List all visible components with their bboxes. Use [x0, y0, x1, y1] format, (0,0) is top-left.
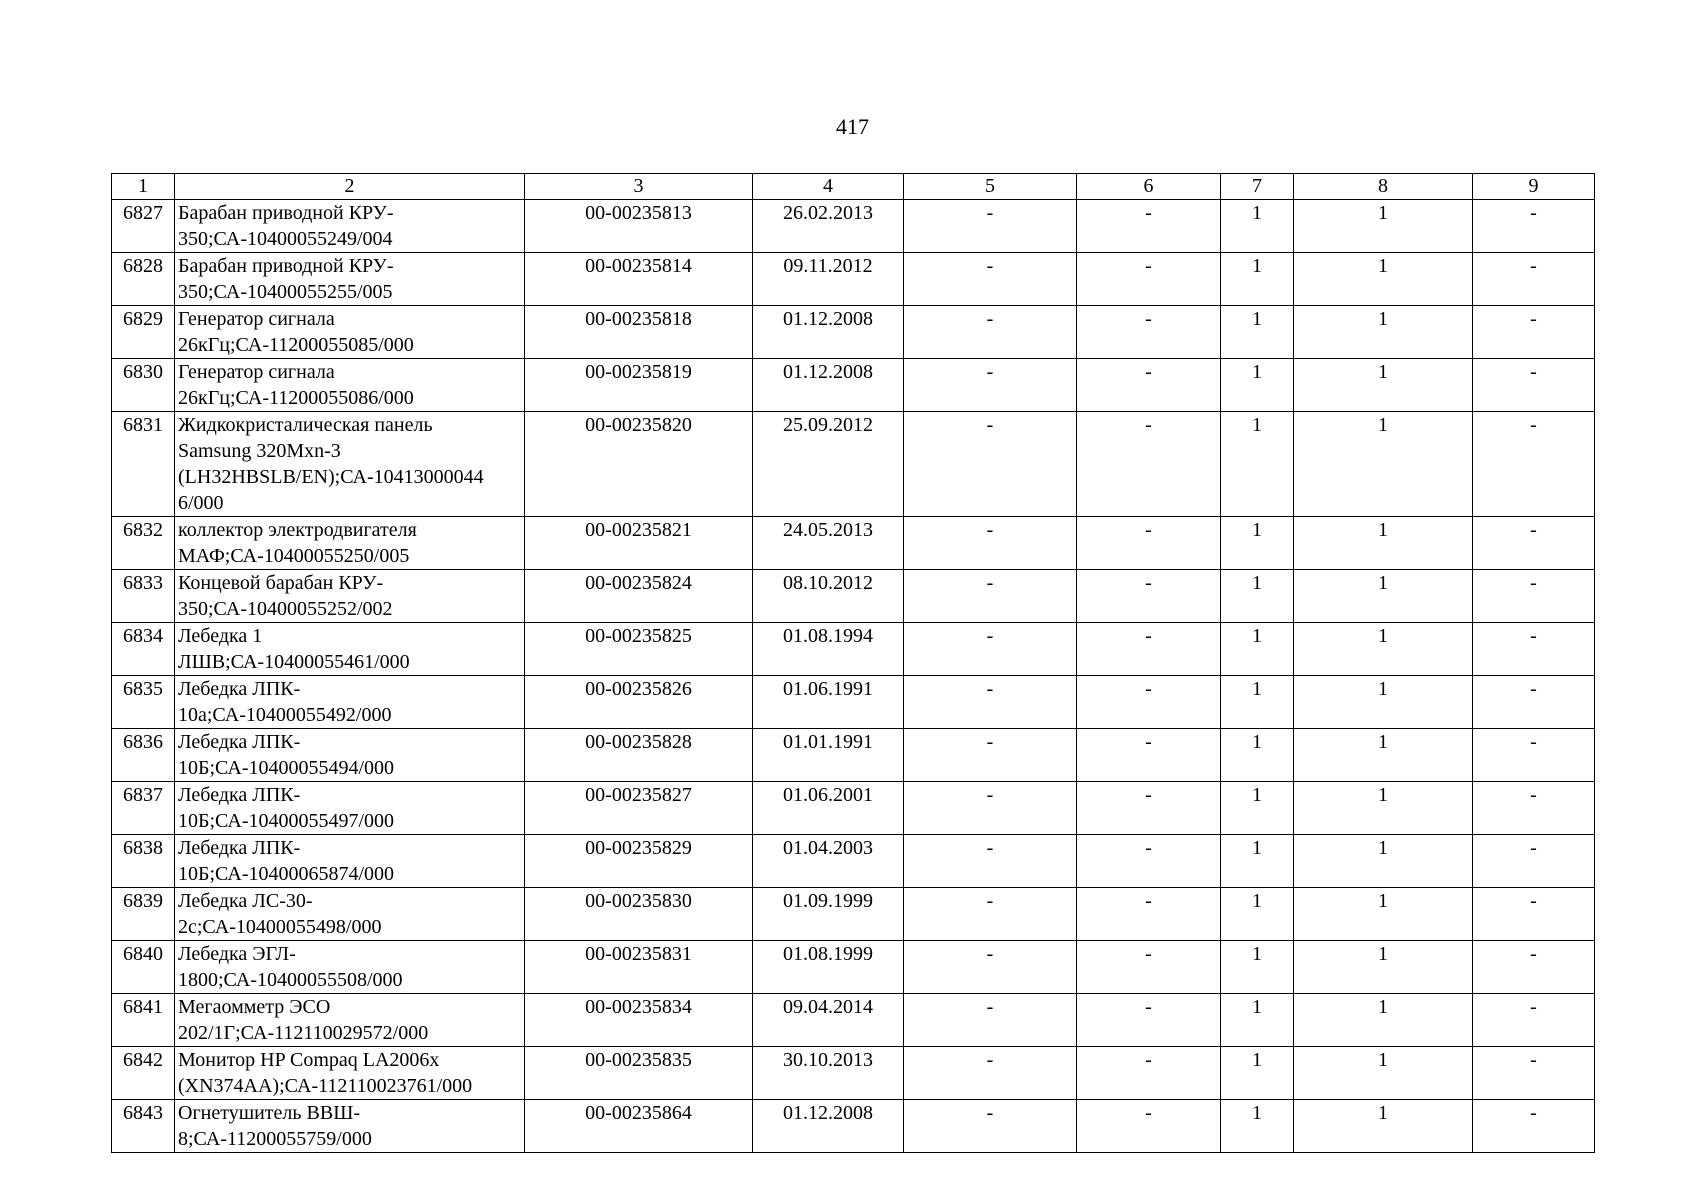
row-number: 6839 — [112, 888, 175, 941]
date-cell: 01.06.2001 — [753, 782, 904, 835]
row-number: 6837 — [112, 782, 175, 835]
col7-cell: 1 — [1221, 412, 1294, 517]
item-name-line: 350;СА-10400055249/004 — [178, 228, 393, 250]
inventory-code: 00-00235834 — [525, 994, 753, 1047]
table-row — [112, 941, 1595, 994]
col8-cell: 1 — [1294, 729, 1473, 782]
date-cell: 25.09.2012 — [753, 412, 904, 517]
table-row — [112, 359, 1595, 412]
table-row — [112, 729, 1595, 782]
col7-cell: 1 — [1221, 888, 1294, 941]
date-cell: 08.10.2012 — [753, 570, 904, 623]
header-row — [112, 174, 1595, 200]
col5-cell: - — [904, 994, 1077, 1047]
item-name — [175, 517, 525, 570]
col6-cell: - — [1077, 306, 1221, 359]
date-cell: 01.04.2003 — [753, 835, 904, 888]
item-name-line: Мегаомметр ЭСО — [178, 996, 331, 1018]
inventory-code: 00-00235826 — [525, 676, 753, 729]
col9-cell: - — [1473, 782, 1595, 835]
header-cell: 3 — [525, 174, 753, 200]
row-number: 6833 — [112, 570, 175, 623]
item-name — [175, 782, 525, 835]
col6-cell: - — [1077, 729, 1221, 782]
col6-cell: - — [1077, 359, 1221, 412]
item-name — [175, 835, 525, 888]
col7-cell: 1 — [1221, 200, 1294, 253]
item-name-line: 26кГц;СА-11200055085/000 — [178, 334, 414, 356]
date-cell: 01.08.1999 — [753, 941, 904, 994]
col6-cell: - — [1077, 941, 1221, 994]
item-name-line: Барабан приводной КРУ- — [178, 255, 394, 277]
item-name-line: Лебедка ЛПК- — [178, 837, 301, 859]
table-body — [112, 200, 1595, 1153]
col9-cell: - — [1473, 1100, 1595, 1153]
item-name-line: (LH32HBSLB/EN);СА-10413000044 — [178, 466, 484, 488]
col5-cell: - — [904, 1100, 1077, 1153]
table-row — [112, 994, 1595, 1047]
item-name-line: Барабан приводной КРУ- — [178, 202, 394, 224]
row-number: 6834 — [112, 623, 175, 676]
col6-cell: - — [1077, 782, 1221, 835]
col8-cell: 1 — [1294, 412, 1473, 517]
inventory-code: 00-00235825 — [525, 623, 753, 676]
col5-cell: - — [904, 676, 1077, 729]
inventory-code: 00-00235827 — [525, 782, 753, 835]
row-number: 6830 — [112, 359, 175, 412]
table-row — [112, 200, 1595, 253]
header-cell: 6 — [1077, 174, 1221, 200]
col7-cell: 1 — [1221, 994, 1294, 1047]
registry-table — [111, 173, 1595, 1153]
table-row — [112, 570, 1595, 623]
inventory-code: 00-00235814 — [525, 253, 753, 306]
row-number: 6836 — [112, 729, 175, 782]
col7-cell: 1 — [1221, 517, 1294, 570]
item-name-line: Лебедка ЛПК- — [178, 731, 301, 753]
item-name-line: Samsung 320Mxn-3 — [178, 440, 341, 462]
col9-cell: - — [1473, 994, 1595, 1047]
col5-cell: - — [904, 835, 1077, 888]
item-name — [175, 941, 525, 994]
item-name-line: 2с;СА-10400055498/000 — [178, 916, 382, 938]
inventory-code: 00-00235821 — [525, 517, 753, 570]
item-name-line: МАФ;СА-10400055250/005 — [178, 545, 410, 567]
col7-cell: 1 — [1221, 782, 1294, 835]
item-name-line: 8;СА-11200055759/000 — [178, 1128, 372, 1150]
col6-cell: - — [1077, 994, 1221, 1047]
table-row — [112, 517, 1595, 570]
col5-cell: - — [904, 782, 1077, 835]
inventory-code: 00-00235820 — [525, 412, 753, 517]
col6-cell: - — [1077, 517, 1221, 570]
col8-cell: 1 — [1294, 994, 1473, 1047]
item-name-line: Концевой барабан КРУ- — [178, 572, 384, 594]
table-row — [112, 888, 1595, 941]
header-cell: 4 — [753, 174, 904, 200]
col9-cell: - — [1473, 570, 1595, 623]
date-cell: 26.02.2013 — [753, 200, 904, 253]
page-number-text: 417 — [836, 114, 869, 139]
row-number: 6835 — [112, 676, 175, 729]
item-name-line: Генератор сигнала — [178, 361, 335, 383]
table-header — [112, 174, 1595, 200]
item-name-line: Лебедка ЛПК- — [178, 678, 301, 700]
item-name-line: 1800;СА-10400055508/000 — [178, 969, 403, 991]
inventory-code: 00-00235831 — [525, 941, 753, 994]
col6-cell: - — [1077, 676, 1221, 729]
col7-cell: 1 — [1221, 1047, 1294, 1100]
inventory-code: 00-00235830 — [525, 888, 753, 941]
date-cell: 30.10.2013 — [753, 1047, 904, 1100]
col8-cell: 1 — [1294, 517, 1473, 570]
item-name — [175, 676, 525, 729]
item-name — [175, 253, 525, 306]
date-cell: 24.05.2013 — [753, 517, 904, 570]
col6-cell: - — [1077, 835, 1221, 888]
date-cell: 01.01.1991 — [753, 729, 904, 782]
col8-cell: 1 — [1294, 1100, 1473, 1153]
col7-cell: 1 — [1221, 359, 1294, 412]
col9-cell: - — [1473, 253, 1595, 306]
inventory-code: 00-00235828 — [525, 729, 753, 782]
col9-cell: - — [1473, 623, 1595, 676]
table-row — [112, 835, 1595, 888]
col8-cell: 1 — [1294, 253, 1473, 306]
col5-cell: - — [904, 941, 1077, 994]
col5-cell: - — [904, 623, 1077, 676]
col9-cell: - — [1473, 359, 1595, 412]
row-number: 6832 — [112, 517, 175, 570]
item-name — [175, 623, 525, 676]
table-row — [112, 253, 1595, 306]
date-cell: 01.08.1994 — [753, 623, 904, 676]
row-number: 6828 — [112, 253, 175, 306]
col7-cell: 1 — [1221, 941, 1294, 994]
table-row — [112, 1047, 1595, 1100]
inventory-code: 00-00235864 — [525, 1100, 753, 1153]
col6-cell: - — [1077, 412, 1221, 517]
item-name — [175, 412, 525, 517]
col6-cell: - — [1077, 623, 1221, 676]
item-name — [175, 200, 525, 253]
col9-cell: - — [1473, 200, 1595, 253]
row-number: 6829 — [112, 306, 175, 359]
date-cell: 01.06.1991 — [753, 676, 904, 729]
header-cell: 2 — [175, 174, 525, 200]
col8-cell: 1 — [1294, 200, 1473, 253]
col7-cell: 1 — [1221, 676, 1294, 729]
col9-cell: - — [1473, 412, 1595, 517]
item-name — [175, 359, 525, 412]
date-cell: 01.09.1999 — [753, 888, 904, 941]
col8-cell: 1 — [1294, 676, 1473, 729]
col5-cell: - — [904, 253, 1077, 306]
col5-cell: - — [904, 517, 1077, 570]
item-name-line: 10Б;СА-10400055494/000 — [178, 757, 395, 779]
row-number: 6840 — [112, 941, 175, 994]
col8-cell: 1 — [1294, 1047, 1473, 1100]
table-row — [112, 1100, 1595, 1153]
inventory-code: 00-00235813 — [525, 200, 753, 253]
row-number: 6827 — [112, 200, 175, 253]
col7-cell: 1 — [1221, 1100, 1294, 1153]
col6-cell: - — [1077, 888, 1221, 941]
item-name-line: Лебедка ЛС-30- — [178, 890, 313, 912]
date-cell: 09.04.2014 — [753, 994, 904, 1047]
item-name — [175, 729, 525, 782]
item-name-line: Лебедка ЛПК- — [178, 784, 301, 806]
col8-cell: 1 — [1294, 306, 1473, 359]
col9-cell: - — [1473, 306, 1595, 359]
col7-cell: 1 — [1221, 570, 1294, 623]
col5-cell: - — [904, 200, 1077, 253]
item-name-line: (XN374AA);СА-112110023761/000 — [178, 1075, 473, 1097]
inventory-code: 00-00235818 — [525, 306, 753, 359]
row-number: 6838 — [112, 835, 175, 888]
item-name-line: 10Б;СА-10400065874/000 — [178, 863, 395, 885]
col7-cell: 1 — [1221, 835, 1294, 888]
date-cell: 09.11.2012 — [753, 253, 904, 306]
item-name-line: коллектор электродвигателя — [178, 519, 417, 541]
col9-cell: - — [1473, 517, 1595, 570]
item-name-line: 350;СА-10400055255/005 — [178, 281, 393, 303]
row-number: 6843 — [112, 1100, 175, 1153]
col5-cell: - — [904, 1047, 1077, 1100]
row-number: 6831 — [112, 412, 175, 517]
table-row — [112, 782, 1595, 835]
col5-cell: - — [904, 888, 1077, 941]
item-name-line: 350;СА-10400055252/002 — [178, 598, 393, 620]
col9-cell: - — [1473, 729, 1595, 782]
header-cell: 8 — [1294, 174, 1473, 200]
header-cell: 5 — [904, 174, 1077, 200]
item-name-line: Огнетушитель ВВШ- — [178, 1102, 361, 1124]
item-name-line: Генератор сигнала — [178, 308, 335, 330]
col9-cell: - — [1473, 835, 1595, 888]
date-cell: 01.12.2008 — [753, 1100, 904, 1153]
date-cell: 01.12.2008 — [753, 306, 904, 359]
col7-cell: 1 — [1221, 729, 1294, 782]
col6-cell: - — [1077, 570, 1221, 623]
col6-cell: - — [1077, 1047, 1221, 1100]
col5-cell: - — [904, 306, 1077, 359]
inventory-code: 00-00235835 — [525, 1047, 753, 1100]
col6-cell: - — [1077, 253, 1221, 306]
col7-cell: 1 — [1221, 306, 1294, 359]
table-row — [112, 623, 1595, 676]
col8-cell: 1 — [1294, 782, 1473, 835]
col5-cell: - — [904, 359, 1077, 412]
row-number: 6842 — [112, 1047, 175, 1100]
item-name — [175, 1047, 525, 1100]
inventory-code: 00-00235819 — [525, 359, 753, 412]
col9-cell: - — [1473, 676, 1595, 729]
col5-cell: - — [904, 412, 1077, 517]
col7-cell: 1 — [1221, 253, 1294, 306]
header-cell: 9 — [1473, 174, 1595, 200]
item-name-line: 10а;СА-10400055492/000 — [178, 704, 392, 726]
col9-cell: - — [1473, 941, 1595, 994]
col5-cell: - — [904, 729, 1077, 782]
date-cell: 01.12.2008 — [753, 359, 904, 412]
table-row — [112, 412, 1595, 517]
item-name-line: Монитор HP Compaq LA2006x — [178, 1049, 440, 1071]
col6-cell: - — [1077, 1100, 1221, 1153]
item-name — [175, 306, 525, 359]
item-name — [175, 888, 525, 941]
header-cell: 7 — [1221, 174, 1294, 200]
col8-cell: 1 — [1294, 835, 1473, 888]
item-name-line: 26кГц;СА-11200055086/000 — [178, 387, 414, 409]
item-name-line: ЛШВ;СА-10400055461/000 — [178, 651, 410, 673]
header-cell: 1 — [112, 174, 175, 200]
inventory-code: 00-00235829 — [525, 835, 753, 888]
col8-cell: 1 — [1294, 359, 1473, 412]
item-name — [175, 570, 525, 623]
table-row — [112, 676, 1595, 729]
col8-cell: 1 — [1294, 570, 1473, 623]
col8-cell: 1 — [1294, 623, 1473, 676]
col9-cell: - — [1473, 888, 1595, 941]
row-number: 6841 — [112, 994, 175, 1047]
inventory-code: 00-00235824 — [525, 570, 753, 623]
col5-cell: - — [904, 570, 1077, 623]
col6-cell: - — [1077, 200, 1221, 253]
col8-cell: 1 — [1294, 941, 1473, 994]
page-number — [0, 114, 1697, 140]
item-name-line: 10Б;СА-10400055497/000 — [178, 810, 395, 832]
col7-cell: 1 — [1221, 623, 1294, 676]
item-name-line: 6/000 — [178, 492, 224, 514]
item-name-line: Лебедка 1 — [178, 625, 263, 647]
col8-cell: 1 — [1294, 888, 1473, 941]
item-name — [175, 1100, 525, 1153]
item-name — [175, 994, 525, 1047]
item-name-line: Лебедка ЭГЛ- — [178, 943, 296, 965]
col9-cell: - — [1473, 1047, 1595, 1100]
item-name-line: Жидкокристалическая панель — [178, 414, 433, 436]
table-row — [112, 306, 1595, 359]
item-name-line: 202/1Г;СА-112110029572/000 — [178, 1022, 429, 1044]
